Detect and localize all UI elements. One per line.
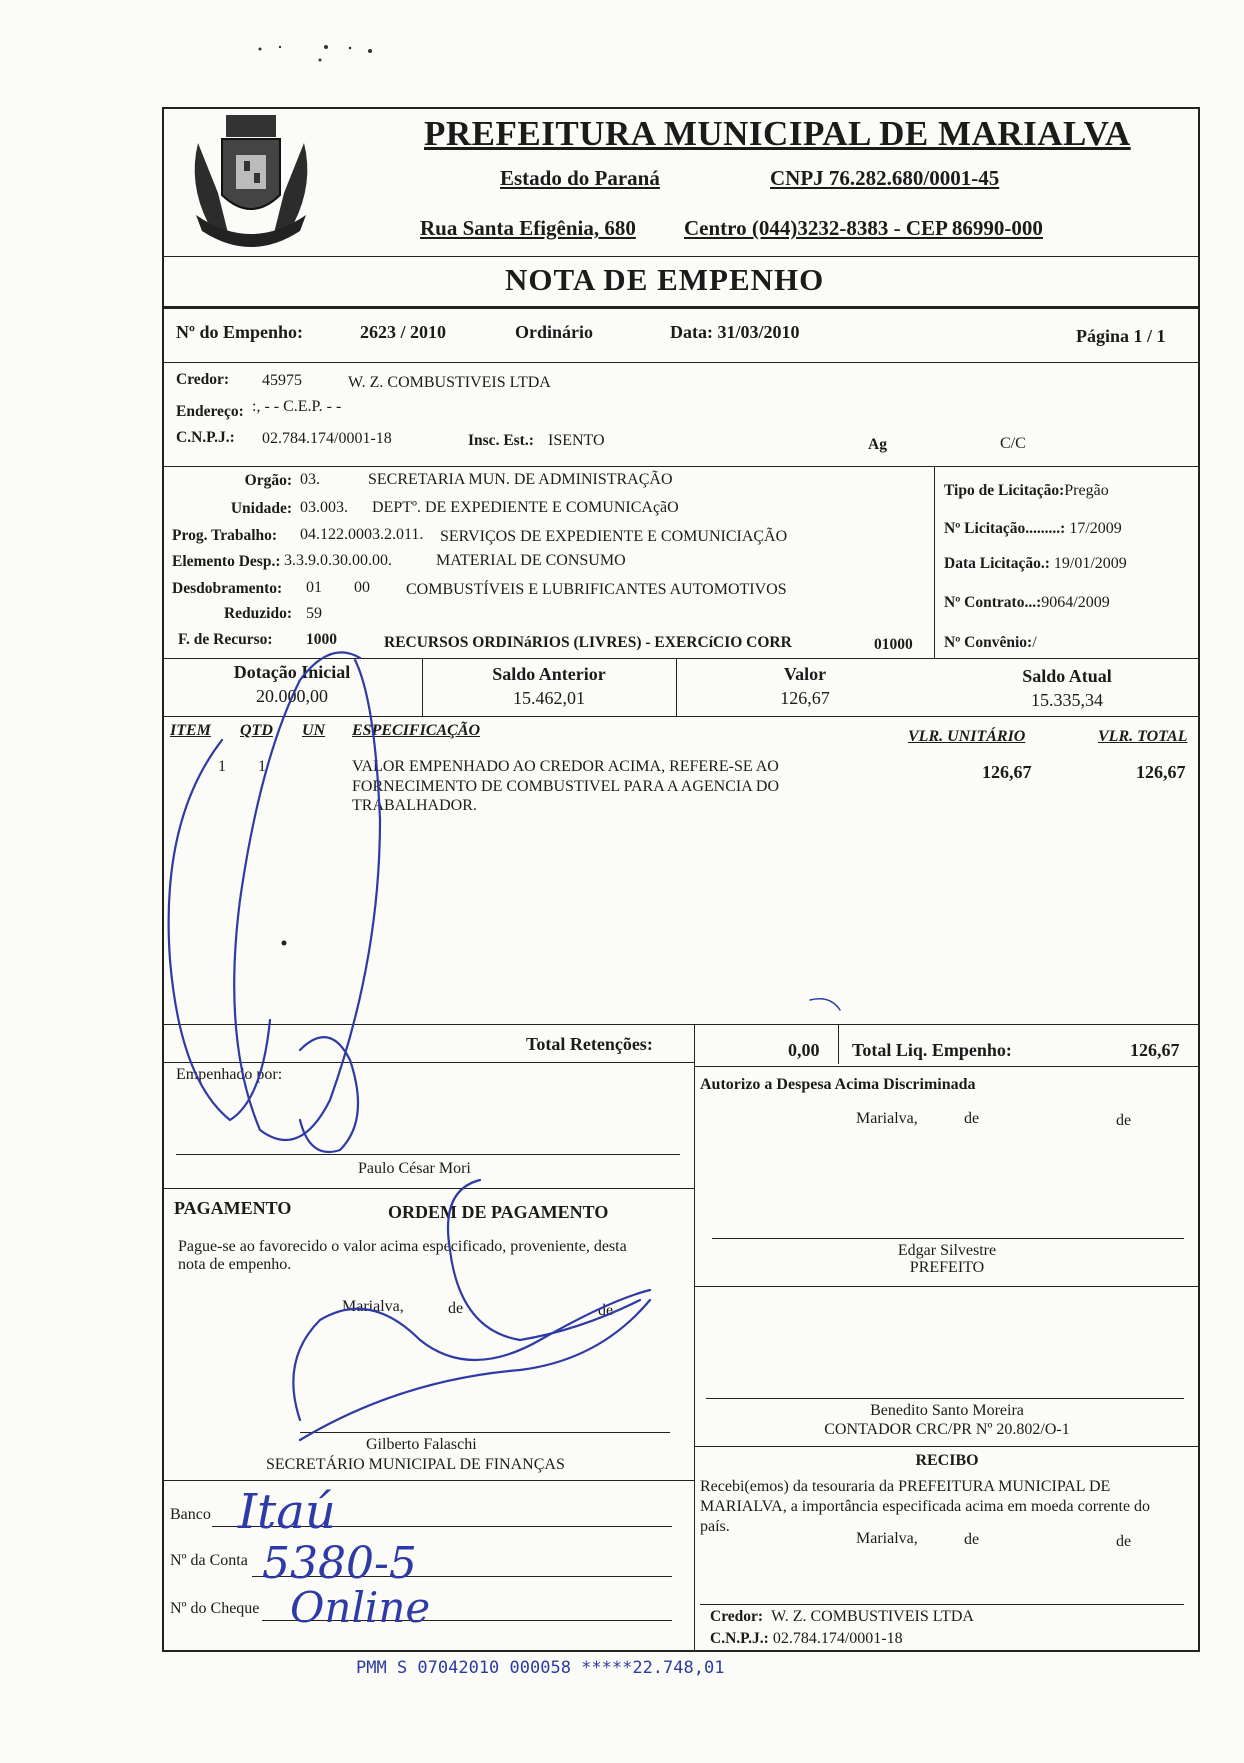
unidade-label: Unidade: [230, 500, 292, 517]
banco-handwritten: Itaú [238, 1484, 336, 1540]
numero-licitacao: Nº Licitação.........: 17/2009 [944, 520, 1122, 537]
divider [934, 466, 935, 658]
dotacao-label: Dotação Inicial [233, 662, 351, 682]
payment-stamp: PMM S 07042010 000058 *****22.748,01 [356, 1658, 725, 1678]
recibo-credor: Credor: W. Z. COMBUSTIVEIS LTDA [710, 1608, 974, 1625]
recurso-name: RECURSOS ORDINáRIOS (LIVRES) - EXERCíCIO CORR [384, 634, 792, 651]
divider [838, 1024, 839, 1064]
item-qtd: 1 [258, 758, 266, 775]
divider [694, 1064, 695, 1652]
autorizo-city: Marialva, [856, 1110, 918, 1127]
secretario-name: Gilberto Falaschi [366, 1436, 477, 1453]
prefeitura-title: PREFEITURA MUNICIPAL DE MARIALVA [424, 114, 1131, 153]
signature-line [300, 1432, 670, 1433]
credor-label: Credor: [176, 371, 230, 388]
contrato: Nº Contrato...:9064/2009 [944, 594, 1110, 611]
nota-title: NOTA DE EMPENHO [505, 262, 825, 297]
empenho-type: Ordinário [515, 322, 594, 342]
conta-line [252, 1576, 672, 1577]
insc-label: Insc. Est.: [468, 432, 534, 449]
empenho-number: 2623 / 2010 [360, 322, 447, 342]
desdobramento-label: Desdobramento: [172, 580, 283, 597]
credor-code: 45975 [262, 372, 302, 389]
pagamento-text1: Pague-se ao favorecido o valor acima especificado, proveniente, desta [178, 1238, 627, 1255]
total-liq-label: Total Liq. Empenho: [852, 1040, 1012, 1060]
insc-value: ISENTO [548, 432, 605, 449]
pagamento-de1: de [448, 1300, 464, 1317]
elemento-code: 3.3.9.0.30.00.00. [284, 552, 392, 569]
cnpj-label: C.N.P.J.: [176, 429, 235, 446]
autorizo-label: Autorizo a Despesa Acima Discriminada [700, 1076, 976, 1093]
total-liq-value: 126,67 [1130, 1040, 1180, 1060]
divider [162, 1062, 694, 1063]
recurso-code2: 01000 [874, 636, 913, 653]
divider [162, 658, 1200, 659]
recurso-code: 1000 [306, 631, 337, 648]
desdobramento-name: COMBUSTÍVEIS E LUBRIFICANTES AUTOMOTIVOS [406, 581, 787, 598]
convenio: Nº Convênio:/ [944, 634, 1037, 651]
divider [162, 716, 1200, 717]
empenho-date: Data: 31/03/2010 [670, 322, 800, 342]
pagamento-de2: de [598, 1302, 614, 1319]
reduzido-label: Reduzido: [223, 605, 292, 622]
recibo-city: Marialva, [856, 1530, 918, 1547]
elemento-label: Elemento Desp.: [172, 553, 281, 570]
recibo-text1: Recebi(emos) da tesouraria da PREFEITURA MUNICIPAL DE [700, 1478, 1111, 1495]
prog-label: Prog. Trabalho: [172, 527, 278, 544]
item-number: 1 [218, 758, 226, 775]
pagamento-label: PAGAMENTO [174, 1198, 292, 1218]
recibo-text3: país. [700, 1518, 730, 1535]
estado-label: Estado do Paraná [500, 166, 660, 190]
col-vlr-total: VLR. TOTAL [1098, 728, 1188, 745]
pagamento-text2: nota de empenho. [178, 1256, 292, 1273]
empenhado-name: Paulo César Mori [358, 1160, 471, 1177]
cc-label: C/C [1000, 435, 1026, 452]
credor-name: W. Z. COMBUSTIVEIS LTDA [348, 374, 551, 391]
conta-handwritten: 5380-5 [262, 1538, 417, 1589]
conta-label: Nº da Conta [170, 1552, 248, 1569]
item-spec-line1: VALOR EMPENHADO AO CREDOR ACIMA, REFERE-SE AO [352, 758, 779, 775]
divider [694, 1286, 1200, 1287]
tipo-licitacao: Tipo de Licitação:Pregão [944, 482, 1109, 499]
desdobramento-code2: 00 [354, 579, 370, 596]
banco-line [212, 1526, 672, 1527]
col-un: UN [302, 722, 326, 739]
divider [162, 306, 1200, 309]
divider [162, 1480, 694, 1481]
autorizo-de1: de [964, 1110, 980, 1127]
item-total-value: 126,67 [1136, 762, 1186, 782]
prog-code: 04.122.0003.2.011. [300, 526, 424, 543]
recibo-label: RECIBO [915, 1452, 979, 1469]
col-especificacao: ESPECIFICAÇÃO [352, 722, 481, 739]
empenho-number-label: Nº do Empenho: [176, 322, 303, 342]
retencoes-label: Total Retenções: [526, 1034, 653, 1054]
item-spec-line2: FORNECIMENTO DE COMBUSTIVEL PARA A AGENCIA DO [352, 778, 780, 795]
cheque-label: Nº do Cheque [170, 1600, 260, 1617]
cheque-line [262, 1620, 672, 1621]
divider [162, 362, 1200, 363]
recibo-de1: de [964, 1531, 980, 1548]
col-item: ITEM [170, 722, 211, 739]
desdobramento-code1: 01 [306, 579, 322, 596]
signature-line [176, 1154, 680, 1155]
address-header: Rua Santa Efigênia, 680 [420, 216, 636, 240]
col-qtd: QTD [240, 722, 273, 739]
cheque-handwritten: Online [290, 1583, 431, 1632]
pagamento-city: Marialva, [342, 1298, 404, 1315]
data-licitacao: Data Licitação.: 19/01/2009 [944, 555, 1127, 572]
cnpj-header: CNPJ 76.282.680/0001-45 [770, 166, 1000, 190]
valor-label: Valor [783, 664, 827, 684]
empenhado-label: Empenhado por: [176, 1066, 283, 1083]
ordem-pagamento-label: ORDEM DE PAGAMENTO [388, 1202, 609, 1222]
ag-label: Ag [868, 436, 887, 453]
secretario-role: SECRETÁRIO MUNICIPAL DE FINANÇAS [266, 1456, 565, 1473]
item-unit-value: 126,67 [982, 762, 1032, 782]
recibo-cnpj: C.N.P.J.: 02.784.174/0001-18 [710, 1630, 903, 1647]
saldo-atual-value: 15.335,34 [1031, 690, 1103, 710]
valor-value: 126,67 [780, 688, 830, 708]
orgao-name: SECRETARIA MUN. DE ADMINISTRAÇÃO [368, 471, 673, 488]
divider [694, 1024, 695, 1064]
endereco-label: Endereço: [176, 403, 244, 420]
prog-name: SERVIÇOS DE EXPEDIENTE E COMUNICIAÇÃO [440, 528, 788, 545]
saldo-anterior-label: Saldo Anterior [492, 664, 606, 684]
cnpj-value: 02.784.174/0001-18 [262, 430, 392, 447]
signature-line [700, 1604, 1184, 1605]
recurso-label: F. de Recurso: [178, 631, 273, 648]
orgao-code: 03. [300, 471, 320, 488]
prefeito-name: Edgar Silvestre [897, 1242, 997, 1259]
retencoes-value: 0,00 [788, 1040, 820, 1060]
saldo-atual-label: Saldo Atual [1022, 666, 1112, 686]
municipal-crest-icon [178, 103, 324, 255]
reduzido-value: 59 [306, 605, 322, 622]
prefeito-role: PREFEITO [909, 1259, 985, 1276]
contact-header: Centro (044)3232-8383 - CEP 86990-000 [684, 216, 1043, 240]
divider [162, 256, 1200, 257]
saldo-anterior-value: 15.462,01 [513, 688, 585, 708]
page-number: Página 1 / 1 [1076, 326, 1166, 346]
autorizo-de2: de [1116, 1112, 1132, 1129]
dotacao-value: 20.000,00 [256, 686, 328, 706]
signature-line [712, 1238, 1184, 1239]
elemento-name: MATERIAL DE CONSUMO [436, 552, 626, 569]
divider [162, 1188, 694, 1189]
recibo-de2: de [1116, 1533, 1132, 1550]
scan-specks [250, 35, 450, 65]
divider [694, 1066, 1200, 1067]
recibo-text2: MARIALVA, a importância especificada acima em moeda corrente do [700, 1498, 1151, 1515]
unidade-code: 03.003. [300, 499, 348, 516]
contador-name: Benedito Santo Moreira [870, 1402, 1024, 1419]
divider [694, 1446, 1200, 1447]
signature-line [706, 1398, 1184, 1399]
divider [162, 1024, 1200, 1025]
endereco-value: :, - - C.E.P. - - [252, 398, 342, 415]
divider [162, 466, 1200, 467]
unidade-name: DEPTº. DE EXPEDIENTE E COMUNICAçãO [372, 499, 679, 516]
contador-role: CONTADOR CRC/PR Nº 20.802/O-1 [824, 1421, 1070, 1438]
item-spec-line3: TRABALHADOR. [352, 797, 477, 814]
col-vlr-unitario: VLR. UNITÁRIO [908, 728, 1026, 745]
orgao-label: Orgão: [244, 472, 292, 489]
banco-label: Banco [170, 1506, 211, 1523]
